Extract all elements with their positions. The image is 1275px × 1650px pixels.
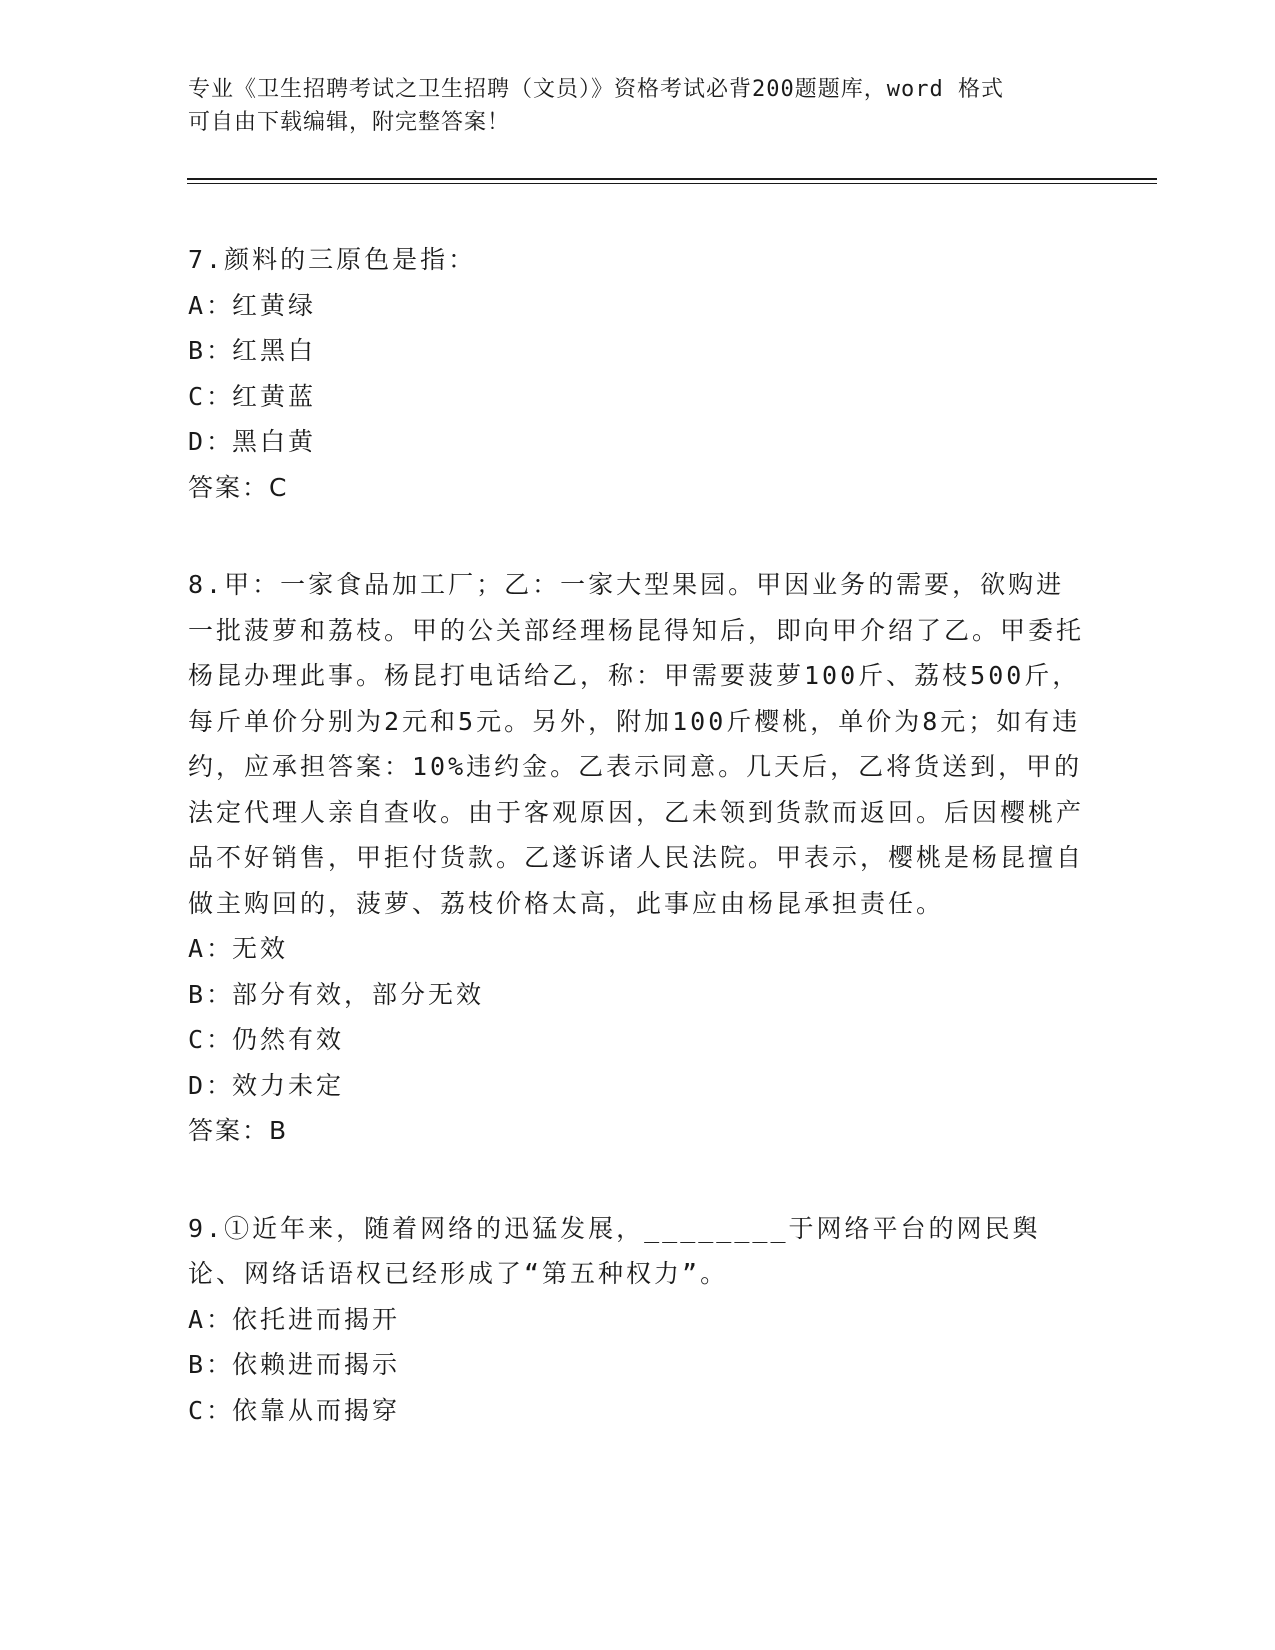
option-text: 部分有效，部分无效 <box>232 979 485 1009</box>
option-label: A： <box>188 290 235 320</box>
option-c <box>188 1017 1088 1063</box>
question-stem: 8.甲：一家食品加工厂；乙：一家大型果园。甲因业务的需要，欲购进一批菠萝和荔枝。甲的公关部经理杨昆得知后，即向甲介绍了乙。甲委托杨昆办理此事。杨昆打电话给乙，称：甲需要菠萝100斤、荔枝500斤，每斤单价分别为2元和5元。另外，附加100斤樱桃，单价为8元；如有违约，应承担答案：10%违约金。乙表示同意。几天后，乙将货送到，甲的法定代理人亲自查收。由于客观原因，乙未领到货款而返回。后因樱桃产品不好销售，甲拒付货款。乙遂诉诸人民法院。甲表示，樱桃是杨昆擅自做主购回的，菠萝、荔枝价格太高，此事应由杨昆承担责任。 <box>188 570 1085 918</box>
option-b <box>188 328 1088 374</box>
option-label: B： <box>188 1350 235 1379</box>
question-stem: 9.①近年来，随着网络的迅猛发展，________于网络平台的网民舆论、网络话语权已经形成了“第五种权力”。 <box>188 1213 1041 1288</box>
question-list <box>188 237 1088 1485</box>
option-label: C： <box>188 1025 235 1054</box>
question-7 <box>188 237 1088 510</box>
option-label: B： <box>188 979 235 1009</box>
answer-line: 答案：C <box>188 472 289 502</box>
option-label: A： <box>188 1304 235 1334</box>
option-b <box>188 1342 1088 1388</box>
header-title-line-1: 专业《卫生招聘考试之卫生招聘（文员）》资格考试必背200题题库，word 格式 <box>188 77 1004 102</box>
option-label: B： <box>188 336 235 365</box>
option-text: 无效 <box>232 934 289 963</box>
document-header <box>188 73 1088 139</box>
option-text: 黑白黄 <box>232 427 317 456</box>
header-title-line-2: 可自由下载编辑，附完整答案！ <box>188 110 511 135</box>
option-text: 依赖进而揭示 <box>232 1350 401 1379</box>
option-label: D： <box>188 427 235 456</box>
option-label: A： <box>188 934 235 963</box>
option-text: 依靠从而揭穿 <box>232 1395 401 1425</box>
option-d <box>188 419 1088 465</box>
option-text: 效力未定 <box>232 1070 345 1100</box>
option-text: 红黄绿 <box>232 290 317 320</box>
option-label: C： <box>188 1395 235 1425</box>
option-text: 依托进而揭开 <box>232 1304 401 1334</box>
question-stem: 7.颜料的三原色是指： <box>188 245 477 274</box>
question-9 <box>188 1206 1088 1434</box>
option-text: 仍然有效 <box>232 1025 345 1054</box>
option-b <box>188 972 1088 1018</box>
option-c <box>188 374 1088 420</box>
option-a <box>188 283 1088 329</box>
option-label: D： <box>188 1070 235 1100</box>
header-divider-thick <box>187 178 1157 180</box>
option-label: C： <box>188 381 235 411</box>
option-c <box>188 1388 1088 1434</box>
option-d <box>188 1063 1088 1109</box>
option-text: 红黄蓝 <box>232 381 317 411</box>
answer-line: 答案：B <box>188 1116 289 1145</box>
question-8 <box>188 562 1088 1154</box>
header-divider-thin <box>187 183 1157 184</box>
option-a <box>188 926 1088 972</box>
option-text: 红黑白 <box>232 336 317 365</box>
option-a <box>188 1297 1088 1343</box>
